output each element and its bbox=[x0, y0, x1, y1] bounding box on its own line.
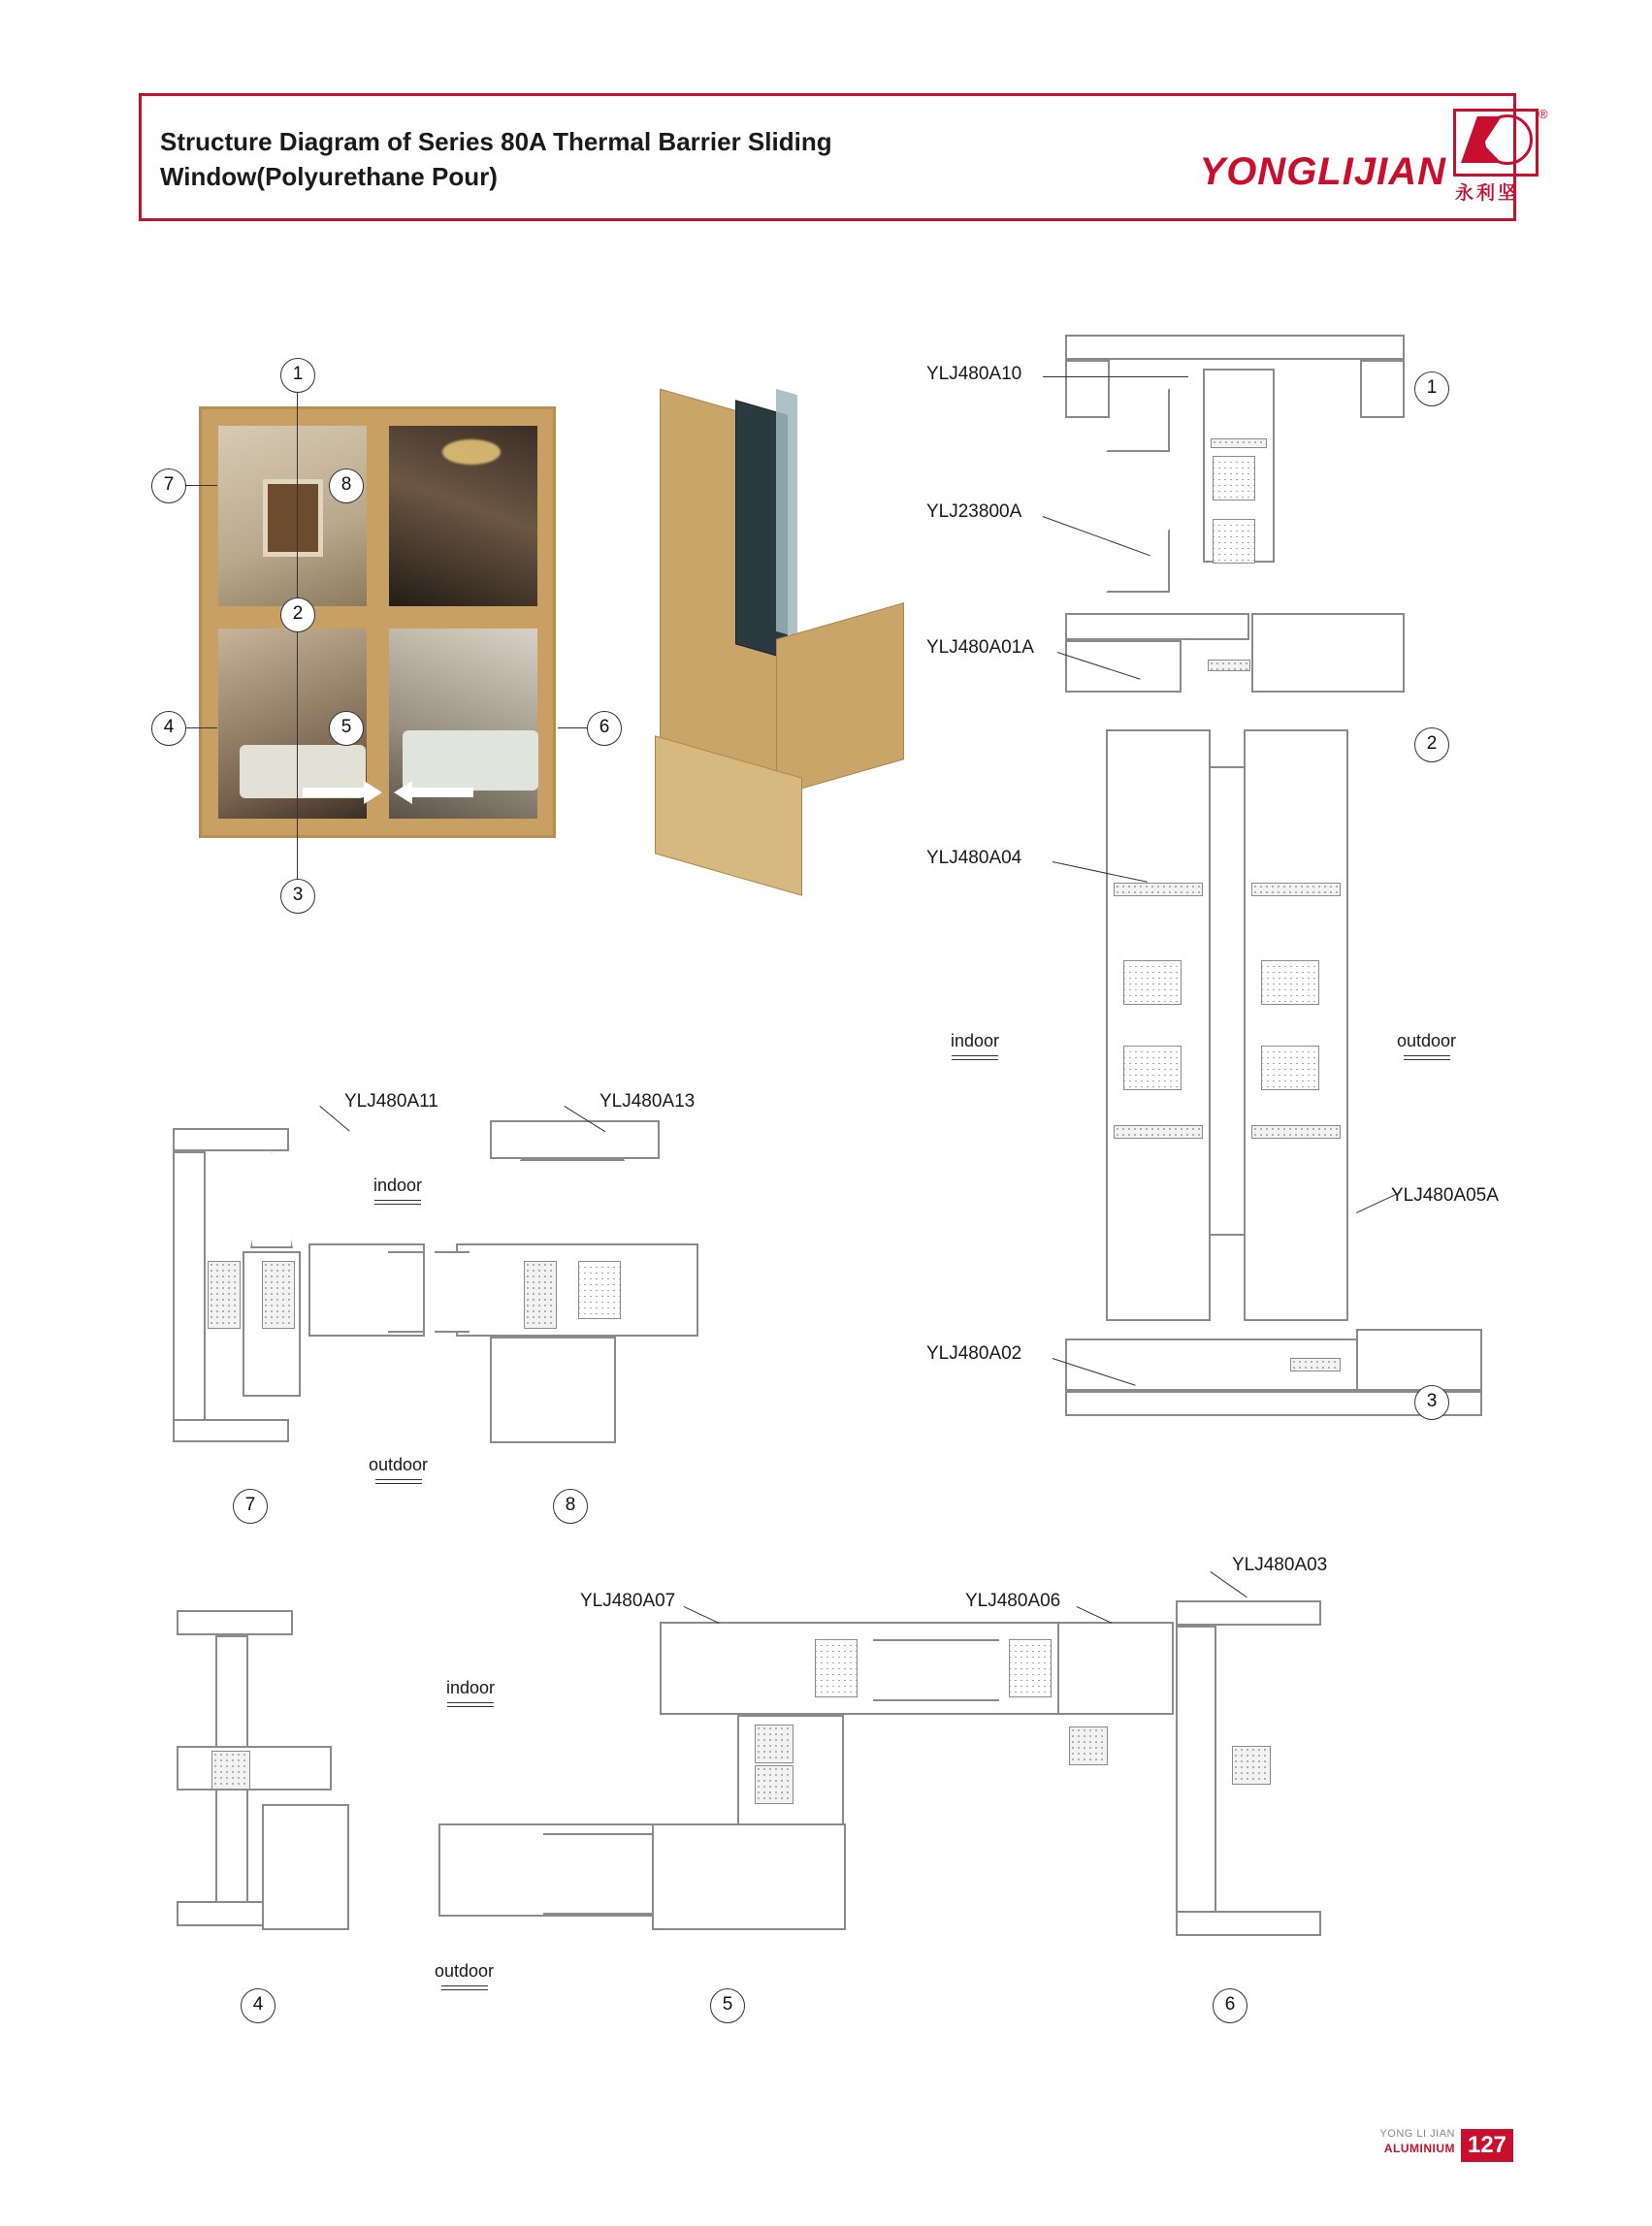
window-photo-montage bbox=[199, 406, 556, 838]
orientation-indoor-middle: indoor bbox=[373, 1176, 422, 1205]
leader-line bbox=[558, 727, 591, 728]
brand-chinese: 永利坚 bbox=[1455, 183, 1520, 204]
callout-5: 5 bbox=[329, 711, 364, 746]
corner-3d-render bbox=[631, 388, 922, 873]
leader-line bbox=[1043, 516, 1150, 556]
page-number: 127 bbox=[1461, 2129, 1513, 2162]
callout-6: 6 bbox=[587, 711, 622, 746]
section-callout-2: 2 bbox=[1414, 727, 1449, 762]
label-ylj480a03: YLJ480A03 bbox=[1232, 1555, 1328, 1575]
brand-wordmark: YONGLIJIAN bbox=[1199, 150, 1446, 193]
section-callout-7: 7 bbox=[233, 1489, 268, 1524]
slide-arrow-right-icon bbox=[303, 788, 365, 797]
label-ylj23800a: YLJ23800A bbox=[926, 501, 1022, 522]
label-ylj480a02: YLJ480A02 bbox=[926, 1343, 1022, 1364]
leader-line bbox=[297, 611, 298, 892]
label-ylj480a07: YLJ480A07 bbox=[580, 1591, 676, 1611]
callout-3: 3 bbox=[280, 879, 315, 914]
footer-company: YONG LI JIAN bbox=[1379, 2128, 1455, 2140]
leader-line bbox=[297, 388, 298, 611]
orientation-indoor-bottom: indoor bbox=[446, 1678, 495, 1707]
page-title: Structure Diagram of Series 80A Thermal Barrier Sliding Window(Polyurethane Pour) bbox=[160, 127, 832, 191]
label-ylj480a10: YLJ480A10 bbox=[926, 364, 1022, 384]
orientation-outdoor-middle: outdoor bbox=[369, 1455, 428, 1484]
photo-pane-top-right bbox=[382, 419, 544, 613]
footer bbox=[1339, 2127, 1513, 2168]
callout-8: 8 bbox=[329, 468, 364, 503]
brand-logo bbox=[1453, 109, 1550, 206]
section-callout-4: 4 bbox=[241, 1988, 275, 2023]
leader-line bbox=[184, 485, 217, 486]
section-callout-1: 1 bbox=[1414, 371, 1449, 406]
section-callout-6: 6 bbox=[1213, 1988, 1247, 2023]
section-callout-5: 5 bbox=[710, 1988, 745, 2023]
photo-pane-top-left bbox=[211, 419, 373, 613]
slide-arrow-left-icon bbox=[411, 788, 473, 797]
registered-mark: ® bbox=[1539, 107, 1548, 121]
callout-2: 2 bbox=[280, 597, 315, 632]
callout-4: 4 bbox=[151, 711, 186, 746]
footer-category: ALUMINIUM bbox=[1383, 2142, 1455, 2155]
orientation-indoor-right: indoor bbox=[951, 1031, 999, 1060]
label-ylj480a13: YLJ480A13 bbox=[599, 1091, 696, 1112]
callout-7: 7 bbox=[151, 468, 186, 503]
label-ylj480a06: YLJ480A06 bbox=[965, 1591, 1061, 1611]
orientation-outdoor-right: outdoor bbox=[1397, 1031, 1456, 1060]
section-callout-8: 8 bbox=[553, 1489, 588, 1524]
section-callout-3: 3 bbox=[1414, 1385, 1449, 1420]
callout-1: 1 bbox=[280, 358, 315, 393]
orientation-outdoor-bottom: outdoor bbox=[435, 1961, 494, 1990]
label-ylj480a04: YLJ480A04 bbox=[926, 848, 1022, 868]
footer-brand bbox=[1379, 2127, 1455, 2156]
label-ylj480a01a: YLJ480A01A bbox=[926, 637, 1034, 658]
label-ylj480a11: YLJ480A11 bbox=[344, 1091, 438, 1112]
label-ylj480a05a: YLJ480A05A bbox=[1391, 1185, 1499, 1206]
leader-line bbox=[1043, 376, 1188, 377]
leader-line bbox=[184, 727, 217, 728]
